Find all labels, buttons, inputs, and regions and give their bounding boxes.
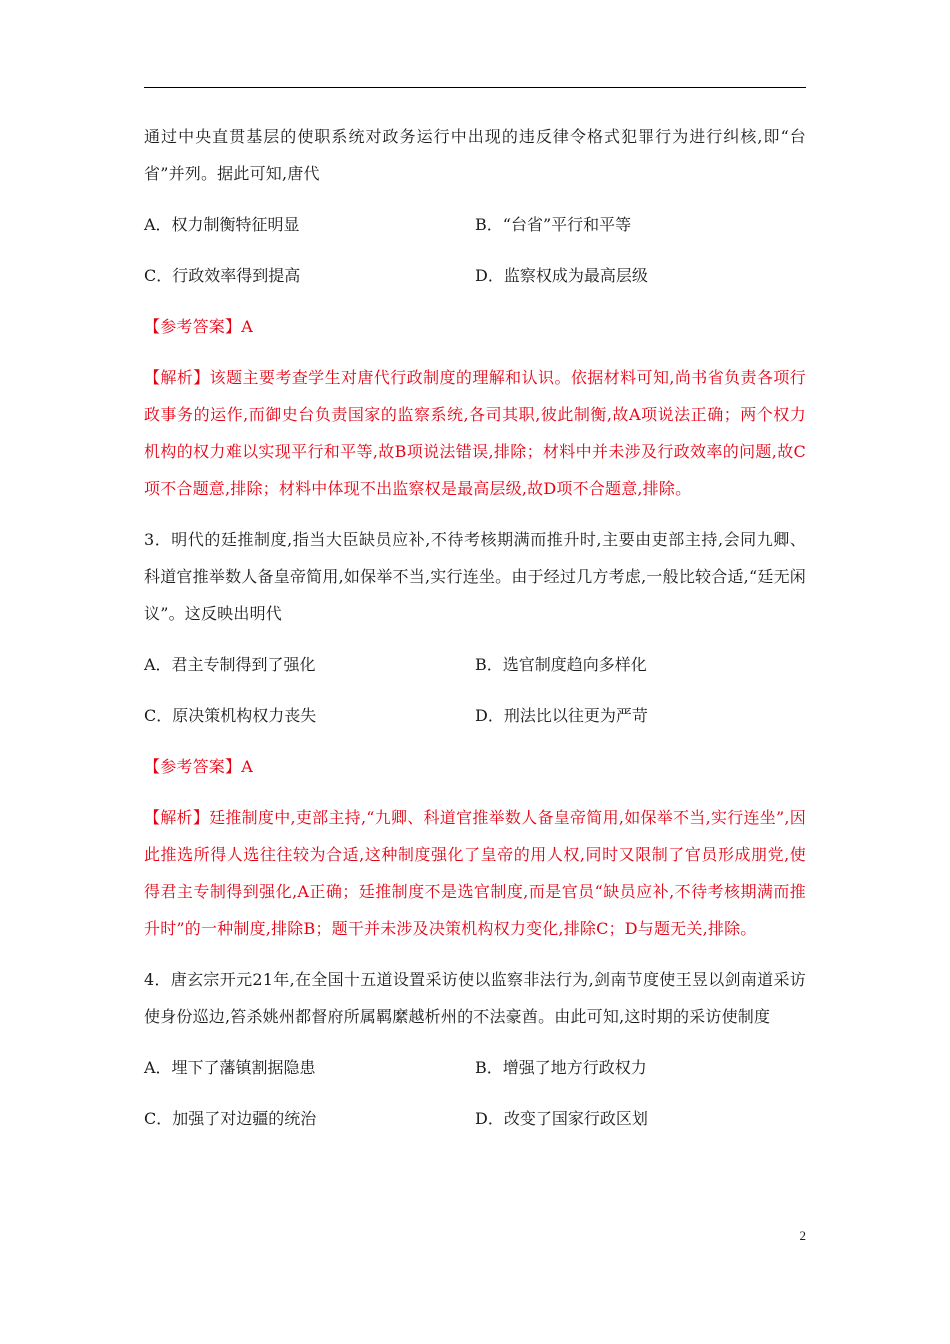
q2-option-d: D．监察权成为最高层级 [475, 266, 648, 285]
q3-option-a: A．君主专制得到了强化 [144, 655, 316, 674]
q3-stem: 3．明代的廷推制度,指当大臣缺员应补,不待考核期满而推升时,主要由吏部主持,会同九卿、科道官推举数人备皇帝简用,如保举不当,实行连坐。由于经过几方考虑,一般比较合适,“廷无闲议”。这反映出明代 [144, 530, 806, 623]
q3-options [144, 646, 806, 734]
q2-analysis: 【解析】该题主要考查学生对唐代行政制度的理解和认识。依据材料可知,尚书省负责各项行政事务的运作,而御史台负责国家的监察系统,各司其职,彼此制衡,故A项说法正确；两个权力机构的权力难以实现平行和平等,故B项说法错误,排除；材料中并未涉及行政效率的问题,故C项不合题意,排除；材料中体现不出监察权是最高层级,故D项不合题意,排除。 [144, 368, 806, 498]
q3-answer: 【参考答案】A [144, 757, 253, 776]
q3-analysis: 【解析】廷推制度中,吏部主持,“九卿、科道官推举数人备皇帝简用,如保举不当,实行连坐”,因此推选所得人选往往较为合适,这种制度强化了皇帝的用人权,同时又限制了官员形成朋党,使得君主专制得到强化,A正确；廷推制度不是选官制度,而是官员“缺员应补,不待考核期满而推升时”的一种制度,排除B；题干并未涉及决策机构权力变化,排除C；D与题无关,排除。 [144, 808, 806, 938]
q4-option-d: D．改变了国家行政区划 [475, 1109, 648, 1128]
q4-options [144, 1049, 806, 1137]
q4-option-a: A．埋下了藩镇割据隐患 [144, 1058, 316, 1077]
q2-answer: 【参考答案】A [144, 317, 253, 336]
q4-stem: 4．唐玄宗开元21年,在全国十五道设置采访使以监察非法行为,剑南节度使王昱以剑南道采访使身份巡边,笞杀姚州都督府所属羁縻越析州的不法豪酋。由此可知,这时期的采访使制度 [144, 970, 806, 1026]
q2-stem: 通过中央直贯基层的使职系统对政务运行中出现的违反律令格式犯罪行为进行纠核,即“台省”并列。据此可知,唐代 [144, 127, 806, 183]
q2-options [144, 206, 806, 294]
page-content [144, 118, 806, 1151]
page-number: 2 [799, 1228, 806, 1243]
q3-option-b: B．选官制度趋向多样化 [475, 655, 647, 674]
q4-option-b: B．增强了地方行政权力 [475, 1058, 647, 1077]
q2-option-b: B．“台省”平行和平等 [475, 215, 632, 234]
q3-option-c: C．原决策机构权力丧失 [144, 706, 317, 725]
header-rule [144, 87, 806, 88]
q2-option-c: C．行政效率得到提高 [144, 266, 301, 285]
q3-option-d: D．刑法比以往更为严苛 [475, 706, 648, 725]
q2-option-a: A．权力制衡特征明显 [144, 215, 300, 234]
q4-option-c: C．加强了对边疆的统治 [144, 1109, 317, 1128]
